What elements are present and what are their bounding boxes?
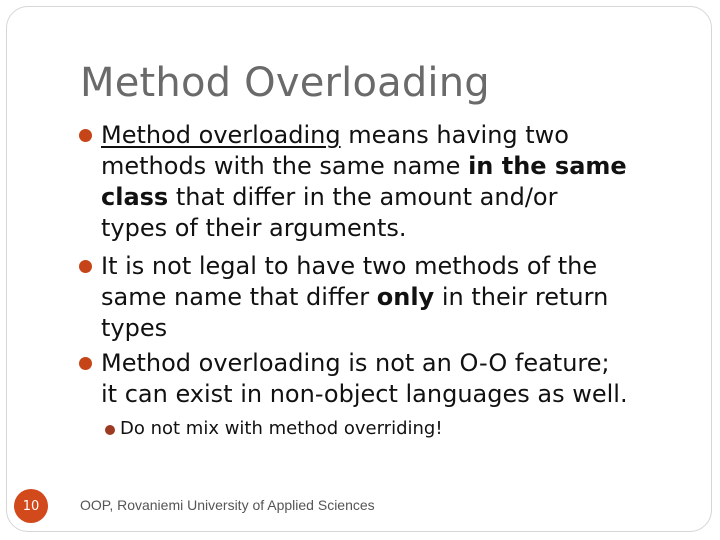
slide-title: Method Overloading — [80, 60, 490, 106]
bullet-dot-icon — [79, 357, 92, 370]
text-run: types — [101, 314, 168, 342]
text-run: Method overloading is not an O-O feature; — [101, 349, 610, 377]
bullet-2-line-3 — [101, 313, 701, 344]
text-run: in their return — [434, 283, 609, 311]
text-run: same name that differ — [101, 283, 377, 311]
sub-bullet-text: Do not mix with method overriding! — [120, 418, 443, 439]
bullet-1-line-3 — [101, 182, 701, 213]
sub-bullet-1 — [120, 417, 680, 441]
emphasis-text: in the same — [468, 152, 627, 180]
bullet-1-line-1 — [101, 120, 701, 151]
text-run: it can exist in non-object languages as well. — [101, 380, 628, 408]
text-run: means having two — [340, 121, 569, 149]
bullet-1-line-4 — [101, 213, 701, 244]
bullet-3-line-1 — [101, 348, 701, 379]
slide-footer: OOP, Rovaniemi University of Applied Sciences — [80, 497, 375, 513]
page-number-badge: 10 — [14, 489, 48, 523]
bullet-3-line-2 — [101, 379, 701, 410]
text-run: methods with the same name — [101, 152, 469, 180]
sub-bullet-dot-icon — [105, 425, 115, 435]
bullet-dot-icon — [79, 260, 92, 273]
text-run: It is not legal to have two methods of the — [101, 252, 598, 280]
bullet-1-line-2 — [101, 151, 701, 182]
bullet-dot-icon — [79, 129, 92, 142]
text-run: types of their arguments. — [101, 214, 407, 242]
text-run: that differ in the amount and/or — [168, 183, 558, 211]
bullet-3 — [101, 348, 701, 410]
emphasis-text: only — [376, 283, 435, 311]
emphasis-text: class — [101, 183, 169, 211]
bullet-1 — [101, 120, 701, 244]
bullet-2 — [101, 251, 701, 344]
bullet-2-line-1 — [101, 251, 701, 282]
bullet-2-line-2 — [101, 282, 701, 313]
term-method-overloading: Method overloading — [101, 121, 341, 149]
